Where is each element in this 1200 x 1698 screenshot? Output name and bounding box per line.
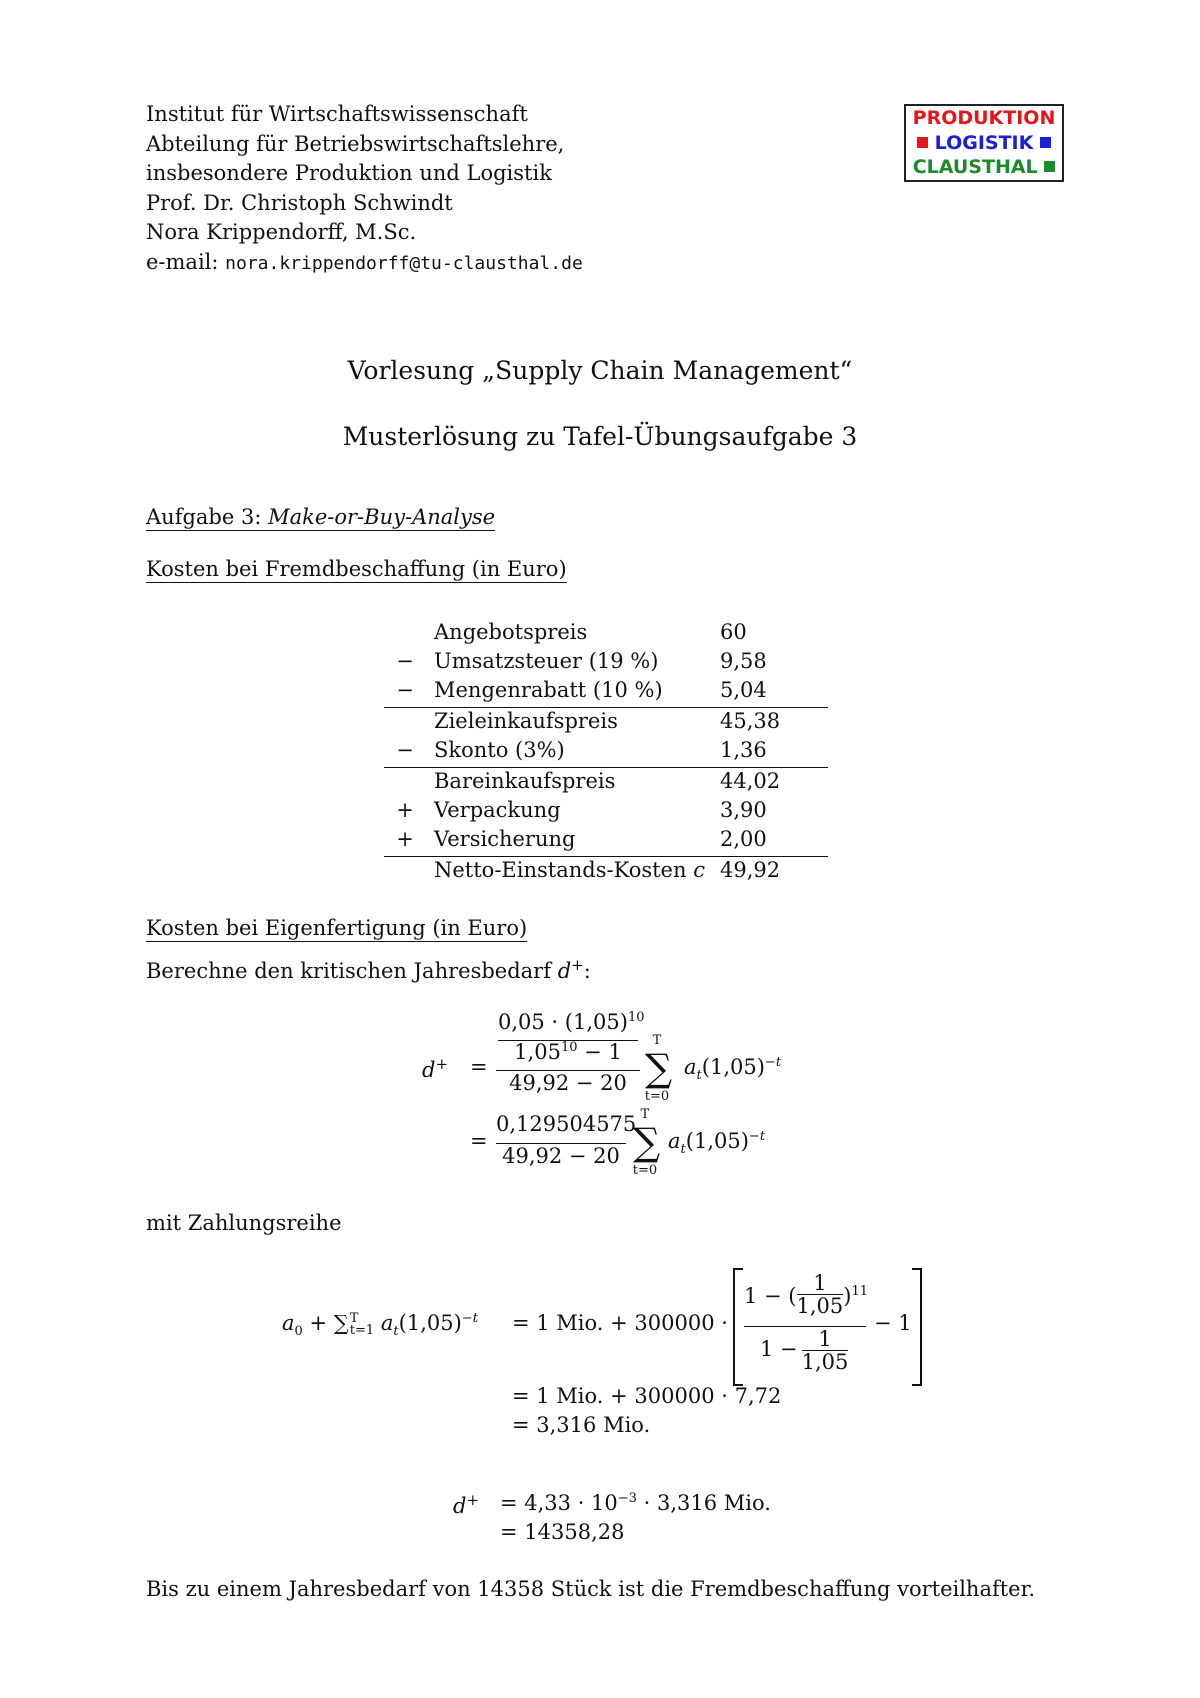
eq1-equals: = — [470, 1055, 488, 1079]
bracket-denominator — [760, 1328, 848, 1373]
inner-den: 1,05 — [796, 1294, 844, 1318]
eq1b-summand — [668, 1129, 765, 1157]
intro-text: Berechne den kritischen Jahresbedarf — [146, 959, 551, 983]
row-label: Netto-Einstands-Kosten c — [434, 858, 705, 882]
blue-square-icon — [1040, 137, 1051, 148]
a-letter: a — [380, 1311, 394, 1335]
inner-one: 1 — [802, 1328, 849, 1351]
bracket-fraction-line — [744, 1326, 866, 1327]
conclusion-text: Bis zu einem Jahresbedarf von 14358 Stück ist die Fremdbeschaffung vorteilhafter. — [146, 1577, 1036, 1601]
inner-one: 1 — [797, 1272, 844, 1295]
inner-den: 1,05 — [801, 1350, 849, 1374]
row-label: Zieleinkaufspreis — [434, 709, 618, 733]
sum-symbol: ∑ — [633, 1120, 661, 1164]
header-line-professor: Prof. Dr. Christoph Schwindt — [146, 190, 453, 215]
row-label: Umsatzsteuer (19 %) — [434, 649, 659, 673]
c-symbol: c — [693, 858, 705, 882]
header-line-author: Nora Krippendorff, M.Sc. — [146, 220, 417, 244]
row-operator: + — [396, 827, 414, 851]
table-row — [0, 736, 1200, 765]
sub-t: t — [393, 1324, 399, 1340]
institute-header — [146, 100, 583, 277]
row-label: Mengenrabatt (10 %) — [434, 678, 663, 702]
result-line2: = 14358,28 — [500, 1520, 625, 1544]
logo-line-logistik — [906, 131, 1062, 156]
d-letter: d — [422, 1058, 436, 1082]
row-value: 44,02 — [720, 769, 781, 793]
page-subtitle: Musterlösung zu Tafel-Übungsaufgabe 3 — [342, 422, 858, 451]
zahlung-line3: = 3,316 Mio. — [512, 1413, 651, 1437]
row-value: 3,90 — [720, 798, 767, 822]
row-label: Versicherung — [434, 827, 576, 851]
eq1b-denominator: 49,92 − 20 — [502, 1144, 620, 1168]
email-address[interactable]: nora.krippendorff@tu-clausthal.de — [225, 252, 583, 274]
eq1-lhs — [422, 1055, 448, 1082]
row-label: Skonto (3%) — [434, 738, 565, 762]
exp: −t — [764, 1055, 782, 1070]
row-value: 60 — [720, 620, 747, 644]
row-value: 9,58 — [720, 649, 767, 673]
logo-line-produktion: PRODUKTION — [912, 107, 1056, 129]
bracket-minus-one: − 1 — [874, 1311, 912, 1335]
plus-sup: + — [571, 956, 584, 974]
table-row — [0, 707, 1200, 736]
value-rest: · 3,316 Mio. — [643, 1491, 771, 1515]
logo — [904, 104, 1064, 182]
zahlung-line1-rhs: = 1 Mio. + 300000 · — [512, 1311, 728, 1335]
value-text: = 4,33 · 10 — [500, 1491, 618, 1515]
row-value: 1,36 — [720, 738, 767, 762]
page-title: Vorlesung „Supply Chain Management“ — [347, 356, 853, 385]
zahlung-lhs — [282, 1311, 478, 1339]
table-row — [0, 856, 1200, 885]
table-row — [0, 825, 1200, 854]
base-text: 1,05 — [514, 1040, 561, 1064]
row-label: Bareinkaufspreis — [434, 769, 616, 793]
table-row — [0, 767, 1200, 796]
d-letter: d — [453, 1494, 467, 1518]
task-heading — [146, 505, 495, 529]
header-line-focus: insbesondere Produktion und Logistik — [146, 161, 552, 185]
green-square-icon — [1044, 161, 1055, 172]
base: (1,05) — [701, 1055, 765, 1079]
inner-fraction — [802, 1328, 849, 1373]
row-operator: − — [396, 738, 414, 762]
logo-line-clausthal — [906, 155, 1062, 180]
numerator-text: 0,05 · (1,05) — [498, 1010, 628, 1034]
exp: −t — [748, 1129, 766, 1144]
a0-letter: a — [282, 1311, 295, 1335]
row-label: Angebotspreis — [434, 620, 588, 644]
plus-sup: + — [466, 1491, 480, 1509]
sum-lower: t=0 — [644, 1089, 670, 1104]
sum-upper: T — [640, 1107, 650, 1122]
table-row — [0, 618, 1200, 647]
sub-t: t — [680, 1142, 686, 1158]
exp: −t — [461, 1311, 478, 1326]
eq1-inner-denominator — [498, 1040, 638, 1064]
row-operator: − — [396, 678, 414, 702]
logo-clausthal-text: CLAUSTHAL — [912, 156, 1038, 178]
zahlung-line2: = 1 Mio. + 300000 · 7,72 — [512, 1384, 782, 1408]
right-bracket — [912, 1268, 922, 1386]
sum-inline: ∑ — [333, 1311, 349, 1335]
base: (1,05) — [685, 1129, 749, 1153]
row-value: 2,00 — [720, 827, 767, 851]
exp: 10 — [560, 1040, 578, 1055]
row-operator: − — [396, 649, 414, 673]
fremd-heading: Kosten bei Fremdbeschaffung (in Euro) — [146, 557, 567, 581]
row-operator: + — [396, 798, 414, 822]
sum-up: T — [349, 1310, 359, 1326]
sub-t: t — [696, 1068, 702, 1084]
email-label: e-mail: — [146, 249, 219, 274]
one-minus: 1 − — [760, 1337, 798, 1361]
eigen-heading: Kosten bei Eigenfertigung (in Euro) — [146, 916, 528, 940]
exp: 10 — [627, 1010, 645, 1025]
plus: + — [309, 1311, 328, 1335]
a-letter: a — [684, 1055, 697, 1079]
table-row — [0, 796, 1200, 825]
exp: −3 — [617, 1491, 637, 1506]
eq1-summand — [684, 1055, 781, 1083]
one-minus: 1 − ( — [744, 1284, 797, 1308]
dplus-symbol: d — [557, 959, 572, 983]
header-line-department: Abteilung für Betriebswirtschaftslehre, — [146, 131, 565, 156]
sum-lower: t=0 — [632, 1163, 658, 1178]
header-line-institute: Institut für Wirtschaftswissenschaft — [146, 102, 528, 126]
result-lhs — [453, 1491, 479, 1518]
bracket-numerator — [744, 1271, 869, 1318]
task-name: Make-or-Buy-Analyse — [268, 505, 496, 529]
task-label: Aufgabe 3: — [146, 505, 262, 529]
base: (1,05) — [398, 1311, 462, 1335]
row-value: 49,92 — [720, 858, 781, 882]
logo-logistik-text: LOGISTIK — [934, 131, 1034, 154]
sub-0: 0 — [294, 1324, 303, 1340]
sum-upper: T — [652, 1033, 662, 1048]
sum-low: t=1 — [349, 1322, 375, 1338]
sum-limits — [349, 1310, 375, 1338]
eq1-top-numerator — [498, 1010, 645, 1034]
header-line-email — [146, 248, 583, 278]
row-value: 45,38 — [720, 709, 781, 733]
red-square-icon — [917, 137, 928, 148]
table-row — [0, 647, 1200, 676]
row-value: 5,04 — [720, 678, 767, 702]
minus-one: − 1 — [584, 1040, 622, 1064]
exp: 11 — [851, 1284, 869, 1299]
sum-symbol: ∑ — [645, 1046, 673, 1090]
eq1b-equals: = — [470, 1129, 488, 1153]
zahlung-label: mit Zahlungsreihe — [146, 1211, 342, 1235]
eq1-denominator: 49,92 − 20 — [509, 1071, 627, 1095]
close-paren: ) — [843, 1284, 852, 1308]
a-letter: a — [668, 1129, 681, 1153]
eigen-intro — [146, 956, 591, 983]
plus-sup: + — [435, 1055, 449, 1073]
inner-fraction — [797, 1272, 844, 1317]
row-label: Verpackung — [434, 798, 561, 822]
eq1b-numerator: 0,129504575 — [496, 1112, 637, 1136]
colon: : — [583, 959, 591, 983]
table-row — [0, 676, 1200, 705]
left-bracket — [733, 1268, 743, 1386]
result-line1 — [500, 1491, 771, 1515]
